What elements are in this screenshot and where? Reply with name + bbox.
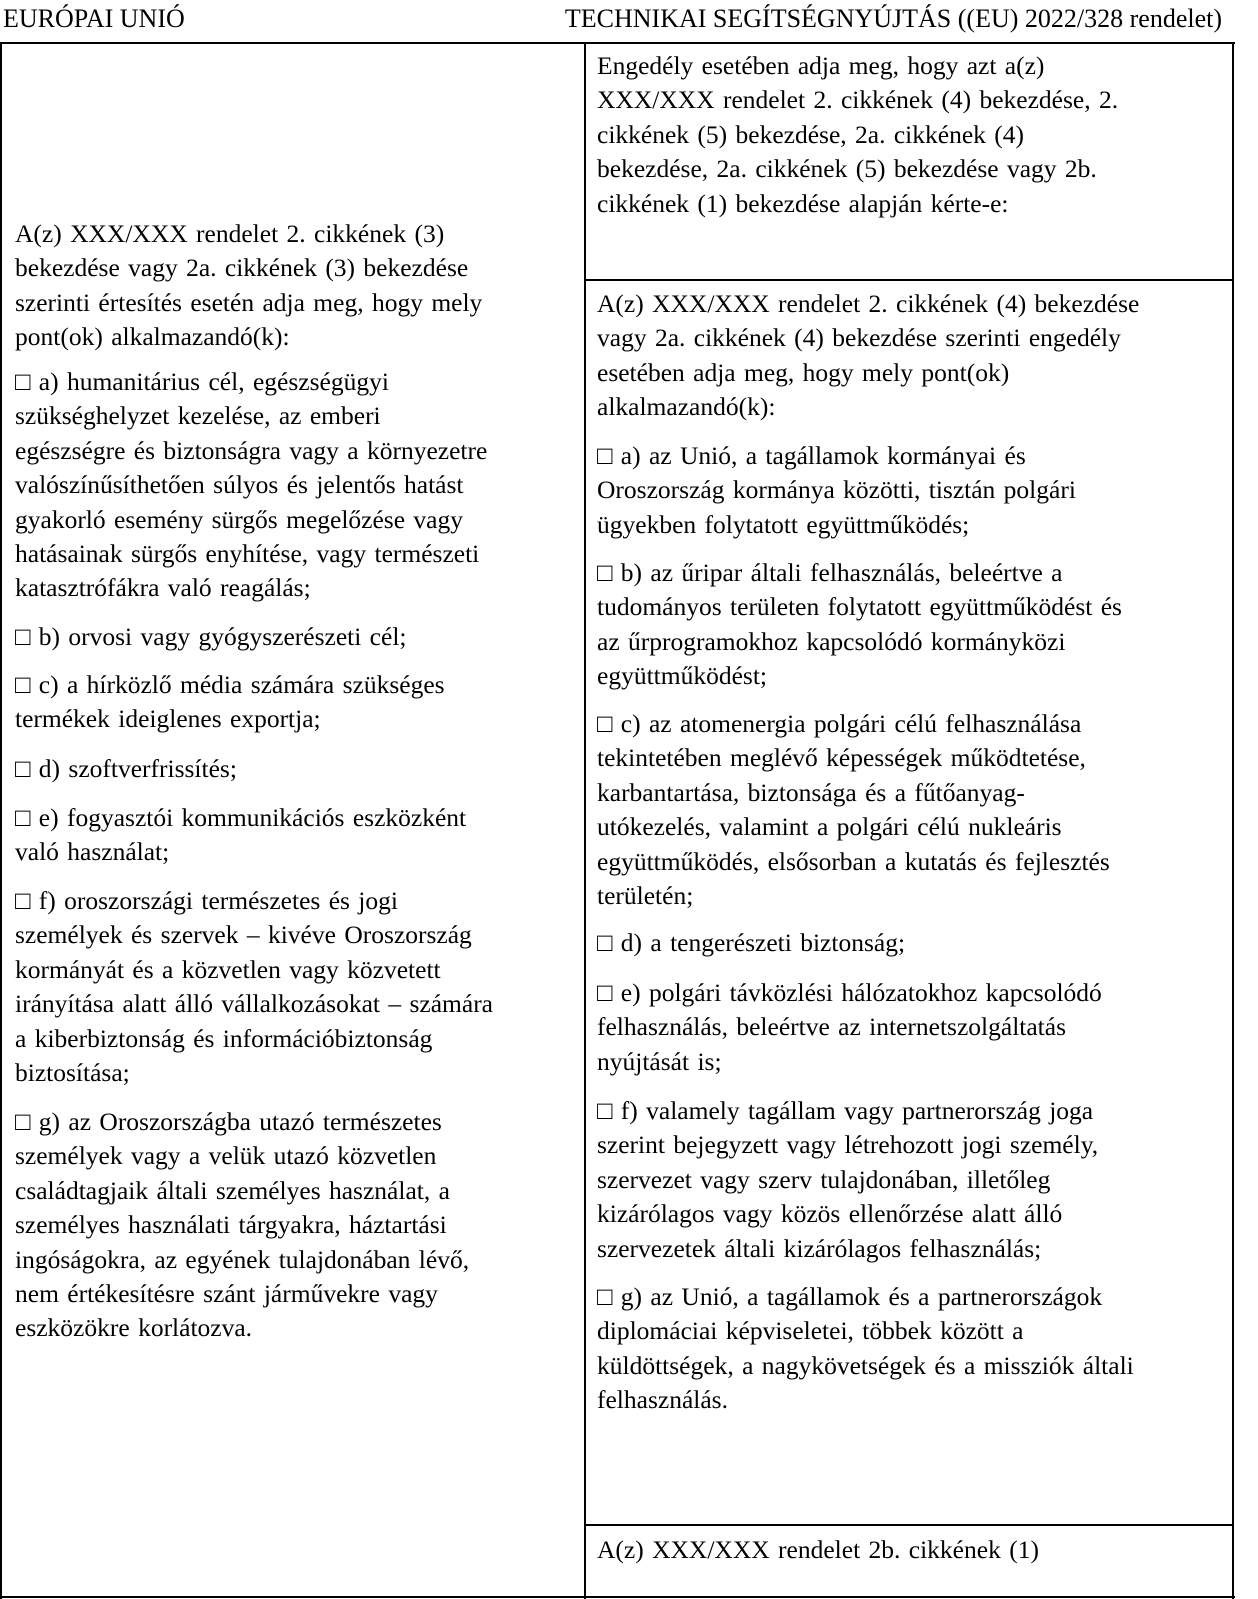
text-line: gyakorló esemény sürgős megelőzése vagy <box>15 504 463 534</box>
right-column-paragraph <box>597 556 1122 694</box>
text-line: □ b) orvosi vagy gyógyszerészeti cél; <box>15 622 407 651</box>
text-line: ingóságokra, az egyének tulajdonában lévő, <box>15 1244 470 1274</box>
text-line: valószínűsíthetően súlyos és jelentős hatást <box>15 470 464 500</box>
right-cell-divider-2 <box>584 1524 1234 1526</box>
text-line: szerint bejegyzett vagy létrehozott jogi személy, <box>597 1130 1099 1160</box>
text-line: ügyekben folytatott együttműködés; <box>597 509 970 539</box>
text-line: felhasználás. <box>597 1385 728 1415</box>
text-line: irányítása alatt álló vállalkozásokat – számára <box>15 989 494 1019</box>
text-line: diplomáciai képviseletei, többek között a <box>597 1316 1024 1346</box>
text-line: katasztrófákra való reagálás; <box>15 573 311 603</box>
text-line: □ a) humanitárius cél, egészségügyi <box>15 367 389 396</box>
text-line: karbantartása, biztonsága és a fűtőanyag- <box>597 777 1025 807</box>
right-column-paragraph <box>597 1533 1039 1567</box>
text-line: szervezetek általi kizárólagos felhasználás; <box>597 1233 1042 1263</box>
left-column-paragraph <box>15 884 493 1090</box>
text-line: szervezet vagy szerv tulajdonában, illetőleg <box>597 1164 1051 1194</box>
text-line: □ g) az Unió, a tagállamok és a partnerországok <box>597 1282 1103 1311</box>
right-cell-divider-1 <box>584 279 1234 281</box>
text-line: Oroszország kormánya közötti, tisztán polgári <box>597 475 1076 505</box>
right-column-paragraph <box>597 49 1118 221</box>
text-line: felhasználás, beleértve az internetszolgáltatás <box>597 1012 1067 1042</box>
text-line: □ f) oroszországi természetes és jogi <box>15 886 398 915</box>
right-column-paragraph <box>597 287 1139 425</box>
text-line: cikkének (1) bekezdése alapján kérte-e: <box>597 188 1009 218</box>
text-line: □ b) az űripar általi felhasználás, beleértve a <box>597 558 1063 587</box>
text-line: küldöttségek, a nagykövetségek és a missziók általi <box>597 1350 1134 1380</box>
text-line: Engedély esetében adja meg, hogy azt a(z) <box>597 51 1045 80</box>
text-line: együttműködés, elsősorban a kutatás és fejlesztés <box>597 846 1110 876</box>
header-left: EURÓPAI UNIÓ <box>3 4 185 33</box>
text-line: kizárólagos vagy közös ellenőrzése alatt álló <box>597 1199 1063 1229</box>
left-column-paragraph <box>15 217 482 355</box>
left-column-paragraph <box>15 801 466 870</box>
left-column-paragraph <box>15 365 487 606</box>
right-column-paragraph <box>597 976 1102 1079</box>
text-line: esetében adja meg, hogy mely pont(ok) <box>597 357 1010 387</box>
right-column-paragraph <box>597 1280 1134 1418</box>
text-line: □ c) az atomenergia polgári célú felhasználása <box>597 709 1082 738</box>
text-line: az űrprogramokhoz kapcsolódó kormányközi <box>597 626 1066 656</box>
text-line: □ e) polgári távközlési hálózatokhoz kapcsolódó <box>597 978 1102 1007</box>
header-right: TECHNIKAI SEGÍTSÉGNYÚJTÁS ((EU) 2022/328 rendelet) <box>564 4 1222 33</box>
text-line: tudományos területen folytatott együttműködést és <box>597 592 1122 622</box>
text-line: bekezdése vagy 2a. cikkének (3) bekezdése <box>15 253 469 283</box>
text-line: A(z) XXX/XXX rendelet 2b. cikkének (1) <box>597 1535 1039 1564</box>
right-column-paragraph <box>597 439 1076 542</box>
text-line: cikkének (5) bekezdése, 2a. cikkének (4) <box>597 119 1025 149</box>
text-line: tekintetében meglévő képességek működtetése, <box>597 743 1086 773</box>
text-line: □ d) szoftverfrissítés; <box>15 754 237 783</box>
text-line: A(z) XXX/XXX rendelet 2. cikkének (3) <box>15 219 445 248</box>
text-line: bekezdése, 2a. cikkének (5) bekezdése vagy 2b. <box>597 154 1097 184</box>
text-line: családtagjaik általi személyes használat, a <box>15 1175 450 1205</box>
text-line: a kiberbiztonság és információbiztonság <box>15 1023 433 1053</box>
right-column-paragraph <box>597 707 1110 913</box>
left-column-paragraph <box>15 620 407 654</box>
text-line: utókezelés, valamint a polgári célú nukleáris <box>597 812 1062 842</box>
text-line: hatásainak sürgős enyhítése, vagy természeti <box>15 538 480 568</box>
text-line: pont(ok) alkalmazandó(k): <box>15 322 290 352</box>
text-line: □ a) az Unió, a tagállamok kormányai és <box>597 441 1026 470</box>
table-bottom-border <box>0 1596 1235 1598</box>
text-line: A(z) XXX/XXX rendelet 2. cikkének (4) bekezdése <box>597 289 1140 318</box>
table-left-border <box>0 42 2 1599</box>
text-line: □ e) fogyasztói kommunikációs eszközként <box>15 803 467 832</box>
text-line: egészségre és biztonságra vagy a környezetre <box>15 435 488 465</box>
text-line: XXX/XXX rendelet 2. cikkének (4) bekezdése, 2. <box>597 85 1119 115</box>
text-line: □ c) a hírközlő média számára szükséges <box>15 670 445 699</box>
text-line: nyújtását is; <box>597 1046 722 1076</box>
text-line: nem értékesítésre szánt járművekre vagy <box>15 1278 438 1308</box>
text-line: □ g) az Oroszországba utazó természetes <box>15 1107 442 1136</box>
text-line: való használat; <box>15 837 170 867</box>
column-divider <box>584 42 586 1599</box>
text-line: személyek és szervek – kivéve Oroszország <box>15 920 472 950</box>
text-line: □ f) valamely tagállam vagy partnerország joga <box>597 1096 1094 1125</box>
text-line: kormányát és a közvetlen vagy közvetett <box>15 954 441 984</box>
text-line: alkalmazandó(k): <box>597 392 776 422</box>
text-line: együttműködést; <box>597 661 767 691</box>
text-line: vagy 2a. cikkének (4) bekezdése szerinti engedély <box>597 323 1121 353</box>
right-column-paragraph <box>597 926 905 960</box>
text-line: személyes használati tárgyakra, háztartási <box>15 1210 447 1240</box>
text-line: területén; <box>597 880 694 910</box>
left-column-paragraph <box>15 668 445 737</box>
text-line: személyek vagy a velük utazó közvetlen <box>15 1141 437 1171</box>
text-line: szükséghelyzet kezelése, az emberi <box>15 401 381 431</box>
header-rule <box>0 42 1235 44</box>
left-column-paragraph <box>15 1105 469 1346</box>
text-line: biztosítása; <box>15 1057 130 1087</box>
table-right-border <box>1232 42 1234 1599</box>
text-line: termékek ideiglenes exportja; <box>15 704 321 734</box>
text-line: □ d) a tengerészeti biztonság; <box>597 928 906 957</box>
left-column-paragraph <box>15 752 237 786</box>
right-column-paragraph <box>597 1094 1098 1266</box>
text-line: eszközökre korlátozva. <box>15 1313 253 1343</box>
text-line: szerinti értesítés esetén adja meg, hogy mely <box>15 287 483 317</box>
